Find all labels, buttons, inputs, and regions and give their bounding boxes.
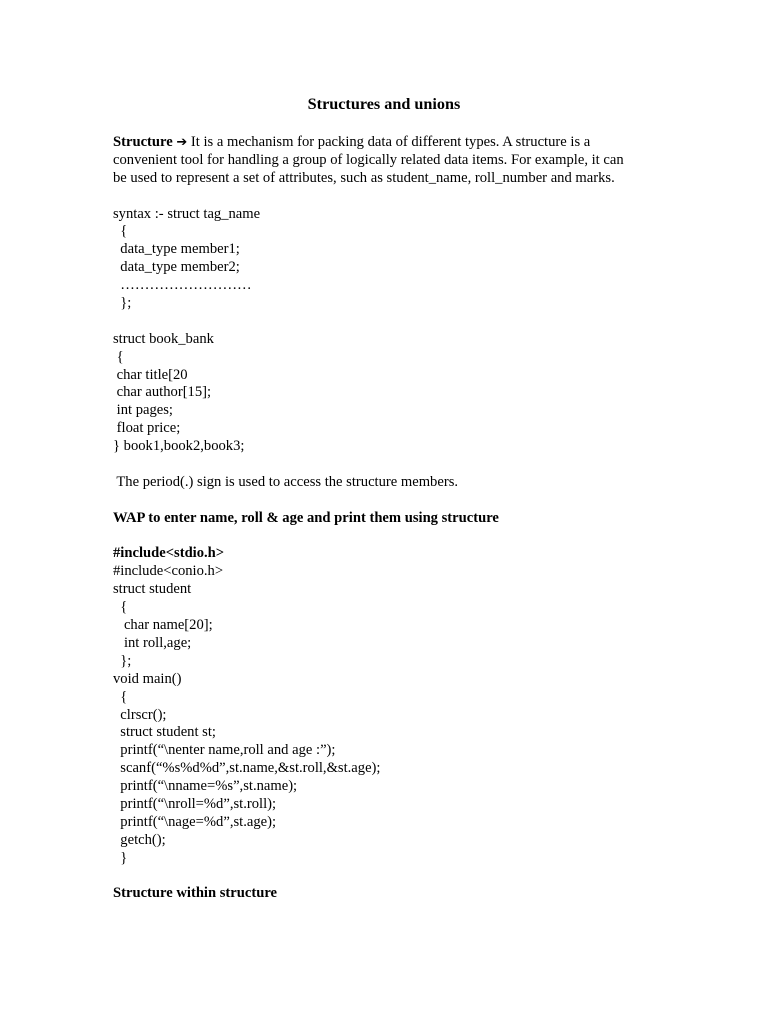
- syntax-block: [113, 206, 653, 313]
- spacer: [113, 868, 653, 886]
- period-note: The period(.) sign is used to access the structure members.: [113, 473, 459, 490]
- code-line: data_type member1;: [113, 241, 240, 258]
- spacer: [113, 528, 653, 546]
- code-line: } book1,book2,book3;: [113, 438, 245, 455]
- spacer: [113, 492, 653, 510]
- spacer: [113, 188, 653, 206]
- program-heading: WAP to enter name, roll & age and print them using structure: [113, 509, 499, 526]
- code-line: struct student: [113, 581, 192, 598]
- intro-label: Structure: [113, 134, 173, 150]
- code-line: scanf(“%s%d%d”,st.name,&st.roll,&st.age);: [113, 760, 381, 777]
- code-line: }: [113, 849, 128, 866]
- spacer: [113, 456, 653, 474]
- code-line: };: [113, 295, 132, 312]
- code-line: printf(“\nenter name,roll and age :”);: [113, 742, 336, 759]
- code-line: getch();: [113, 831, 166, 848]
- code-line: printf(“\nage=%d”,st.age);: [113, 813, 277, 830]
- code-line: };: [113, 652, 132, 669]
- intro-line-3: be used to represent a set of attributes, such as student_name, roll_number and marks.: [113, 169, 615, 186]
- code-line: ………………………: [113, 277, 252, 294]
- code-line: int pages;: [113, 402, 173, 419]
- section-heading: Structure within structure: [113, 885, 278, 902]
- code-line: struct student st;: [113, 724, 216, 741]
- code-line: struct book_bank: [113, 330, 214, 347]
- code-line: char author[15];: [113, 384, 212, 401]
- document-body: [113, 134, 653, 903]
- code-line: data_type member2;: [113, 259, 240, 276]
- intro-paragraph: [113, 134, 653, 188]
- spacer: [113, 313, 653, 331]
- code-line: int roll,age;: [113, 634, 192, 651]
- code-line: #include<stdio.h>: [113, 545, 225, 562]
- code-line: {: [113, 348, 124, 365]
- program-block: [113, 545, 653, 867]
- code-line: {: [113, 688, 128, 705]
- code-line: clrscr();: [113, 706, 167, 723]
- example-block: [113, 331, 653, 456]
- page-title: Structures and unions: [307, 95, 461, 113]
- code-line: char name[20];: [113, 617, 213, 634]
- code-line: float price;: [113, 420, 181, 437]
- code-line: char title[20: [113, 366, 188, 383]
- code-line: {: [113, 223, 128, 240]
- intro-line-2: convenient tool for handling a group of logically related data items. For example, it can: [113, 151, 624, 168]
- intro-text-1: It is a mechanism for packing data of different types. A structure is a: [187, 134, 591, 150]
- code-line: {: [113, 599, 128, 616]
- code-line: printf(“\nroll=%d”,st.roll);: [113, 795, 277, 812]
- code-line: printf(“\nname=%s”,st.name);: [113, 778, 298, 795]
- right-arrow-icon: ➔: [176, 135, 188, 150]
- code-line: syntax :- struct tag_name: [113, 205, 261, 222]
- code-line: #include<conio.h>: [113, 563, 224, 580]
- intro-line-1: [113, 134, 653, 152]
- code-line: void main(): [113, 670, 182, 687]
